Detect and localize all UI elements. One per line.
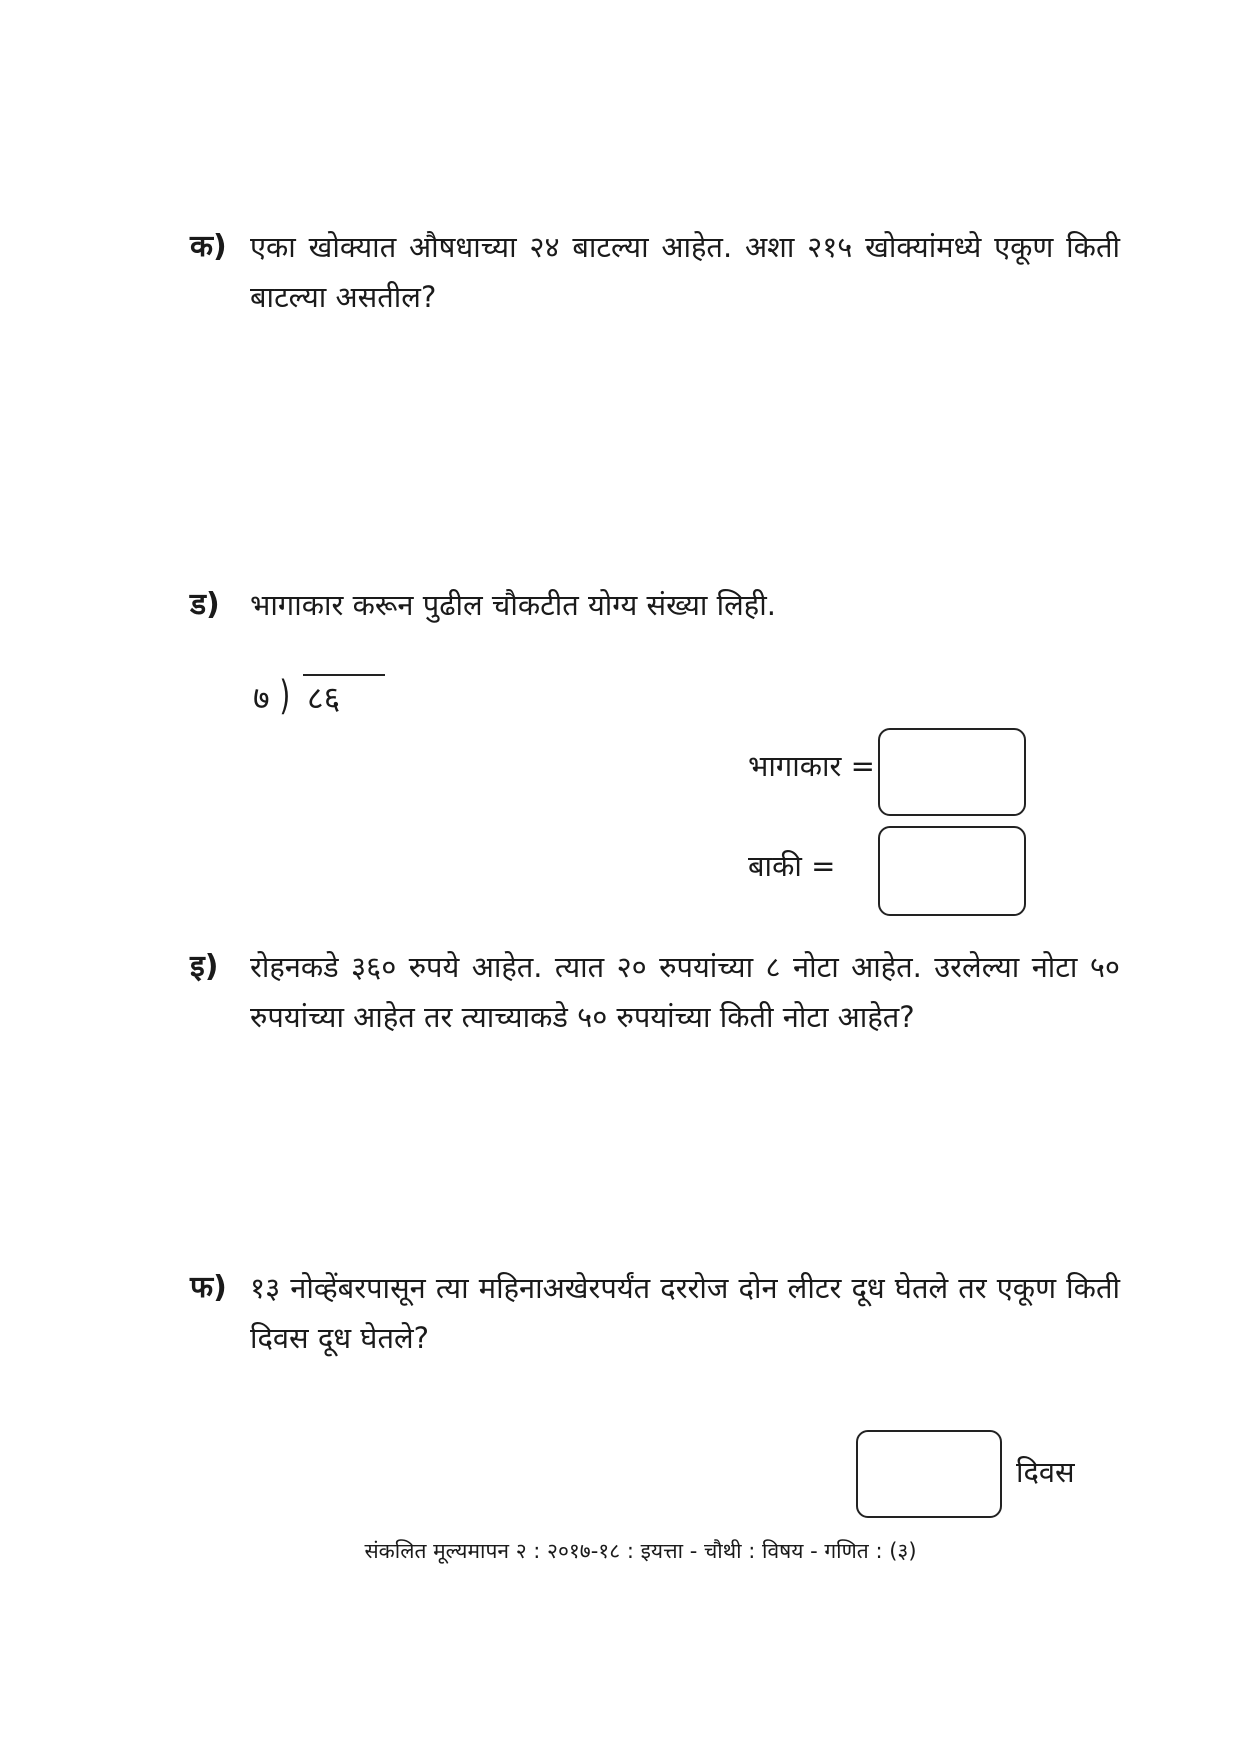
question-text: भागाकार करून पुढील चौकटीत योग्य संख्या लिही.	[250, 588, 776, 622]
question-label: फ)	[190, 1270, 227, 1305]
long-division-problem	[253, 674, 383, 724]
question-text: रोहनकडे ३६० रुपये आहेत. त्यात २० रुपयांच्या ८ नोटा आहेत. उरलेल्या नोटा ५० रुपयांच्या आहेत तर त्याच्याकडे ५० रुपयांच्या किती नोटा आहेत?	[250, 950, 1120, 1034]
question-label: इ)	[190, 949, 219, 984]
quotient-label: भागाकार =	[748, 749, 875, 783]
question-label: क)	[190, 229, 227, 264]
quotient-answer-box[interactable]	[878, 728, 1026, 816]
divisor: ७	[253, 679, 270, 717]
dividend: ८६	[307, 679, 341, 717]
question-text: एका खोक्यात औषधाच्या २४ बाटल्या आहेत. अशा २१५ खोक्यांमध्ये एकूण किती बाटल्या असतील?	[250, 230, 1120, 314]
remainder-answer-box[interactable]	[878, 826, 1026, 916]
page-footer: संकलित मूल्यमापन २ : २०१७-१८ : इयत्ता - चौथी : विषय - गणित : (३)	[364, 1539, 917, 1563]
question-label: ड)	[190, 587, 220, 622]
division-bar	[303, 674, 385, 676]
division-bracket: )	[279, 673, 291, 719]
days-label: दिवस	[1016, 1455, 1075, 1489]
days-answer-box[interactable]	[856, 1430, 1002, 1518]
question-text: १३ नोव्हेंबरपासून त्या महिनाअखेरपर्यंत दररोज दोन लीटर दूध घेतले तर एकूण किती दिवस दूध घेतले?	[250, 1271, 1120, 1355]
remainder-label: बाकी =	[748, 849, 836, 883]
